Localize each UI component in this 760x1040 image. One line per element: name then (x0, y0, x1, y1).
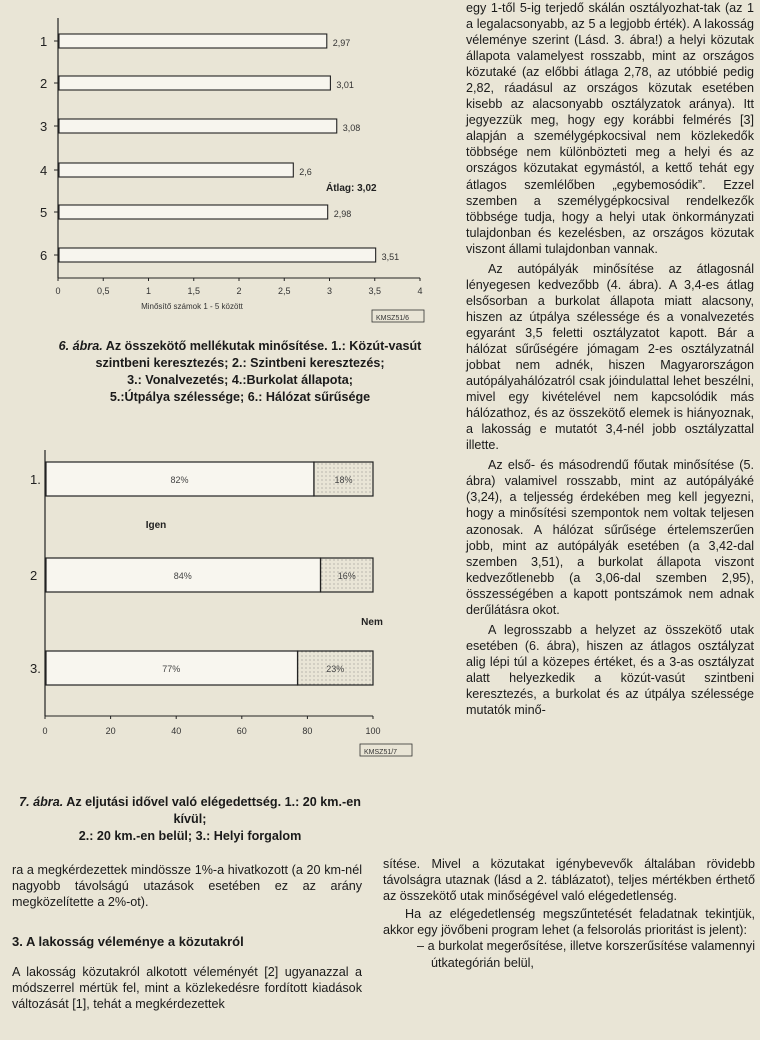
data-label: 77% (162, 664, 181, 674)
paragraph: A legrosszabb a helyzet az összekötő utak esetében (6. ábra), hiszen az átlagos osztályzat alig lépi túl a közepes értéket, és a 3-as osztályzat alatt helyezkedik a közút-vasút szintbeni keresztezés, a burkolat és az útpálya szélessége mutatók minő- (466, 622, 754, 718)
x-tick-label: 0 (55, 286, 61, 296)
value-label: 2,6 (299, 167, 312, 177)
category-label: 3. (30, 661, 41, 676)
paragraph: egy 1-től 5-ig terjedő skálán osztályozhat-tak (az 1 a legalacsonyabb, az 5 a legjobb érték). A lakosság véleménye szerint (Lásd. 3. ábra!) a helyi közutak állapota valamelyest rosszabb, mint az országos közutaké (az előbbi átlaga 2,78, az utóbbié pedig 2,82, ráadásul az országos közutak esetében kisebb az alacsonyabb osztályzatok aránya). Itt jegyezzük meg, hogy egy korábbi felmérés [3] alapján a személygépkocsival nem közlekedők többsége nem különbözteti meg a helyi és az országos közutakat egymástól, a kettő tehát egy átlagos szemlélőben „egybemosódik”. Ezzel szemben a személygépkocsival rendelkezők többsége tudja, hogy a helyi utak önkormányzati tulajdonban és kezelésben, az országos közutak viszont állami tulajdonban vannak. (466, 1, 754, 256)
data-label: 18% (334, 475, 353, 485)
category-label: 1 (40, 34, 48, 49)
data-label: 84% (173, 571, 192, 581)
figure-6-caption: 6. ábra. Az összekötő mellékutak minősítése. 1.: Közút-vasút szintbeni keresztezés; 2.: Szintbeni keresztezés; 3.: Vonalvezetés; 4.:Burkolat állapota; 5.:Útpálya szélessége; 6.: Hálózat sűrűsége (58, 339, 422, 404)
value-label: 2,97 (332, 38, 351, 48)
bar (59, 163, 293, 177)
x-tick-label: 80 (302, 726, 313, 736)
figure-code: KMSZ51/7 (364, 749, 398, 756)
right-column-text (466, 0, 754, 722)
bar (59, 34, 327, 48)
paragraph: sítése. Mivel a közutakat igénybevevők általában rövidebb távolságra utaznak (lásd a 2. táblázatot), teljes mértékben érthető az összekötő utak minőségével való elégedetlenség. (383, 857, 755, 904)
x-tick-label: 4 (417, 286, 423, 296)
bottom-right-text (383, 856, 755, 971)
x-tick-label: 100 (365, 726, 381, 736)
x-tick-label: 1,5 (187, 286, 201, 296)
data-label: 23% (326, 664, 345, 674)
x-tick-label: 60 (236, 726, 247, 736)
category-label: 2 (40, 76, 48, 91)
list-item: – a burkolat megerősítése, illetve korszerűsítése valamennyi útkategórián belül, (417, 939, 755, 970)
x-tick-label: 40 (171, 726, 182, 736)
average-annotation: Átlag: 3,02 (326, 183, 377, 194)
x-tick-label: 2,5 (277, 286, 291, 296)
bottom-left-paragraph: ra a megkérdezettek mindössze 1%-a hivatkozott (a 20 km-nél nagyobb távolságú utazások esetében ez az arány megközelítette a 2%-ot). (12, 863, 362, 910)
bar (59, 205, 328, 219)
x-tick-label: 0 (42, 726, 48, 736)
x-tick-label: 3,5 (368, 286, 382, 296)
x-axis-label: Minősítő számok 1 - 5 között (141, 302, 243, 311)
value-label: 2,98 (333, 209, 352, 219)
x-tick-label: 0,5 (96, 286, 110, 296)
section-heading: 3. A lakosság véleménye a közutakról (12, 934, 244, 949)
paragraph: Ha az elégedetlenség megszűntetését feladatnak tekintjük, akkor egy jövőbeni program lehet (a felsorolás prioritást is jelent): (383, 907, 755, 938)
bar (59, 76, 330, 90)
x-tick-label: 1 (145, 286, 152, 296)
figure-code: KMSZ51/6 (376, 315, 410, 322)
paragraph: Az autópályák minősítése az átlagosnál lényegesen kedvezőbb (4. ábra). A 3,4-es átlag elsősorban a burkolat állapota miatt alacsony, hiszen az útpálya szélessége és a vonalvezetés egyaránt 3,5 feletti osztályzatot kapott. Bár a hálózat sűrűségére jómagam 2-es osztályzatnál jobbat nem adnék, hiszen Magyarországon autópályahálózatról csak jóindulattal lehet beszélni, mivel egy kivételével nem kapcsolódik más hálózathoz, és az összekötő elemek is hiányoznak, a lakosság e mutatót 3,4-nél jobb osztályzattal illette. (466, 261, 754, 453)
bar (59, 248, 376, 262)
category-label: 6 (40, 248, 48, 263)
data-label: 16% (337, 571, 356, 581)
category-label: 3 (40, 119, 48, 134)
category-label: 5 (40, 205, 48, 220)
paragraph: Az első- és másodrendű főutak minősítése (5. ábra) valamivel rosszabb, mint az autópályáké (3,24), a teljesség érdekében meg kell jegyezni, hogy a minősítési szempontok nem voltak teljesen azonosak. A hálózat sűrűsége értelemszerűen jobb, mint az autópályák esetében (a 3,42-dal szemben 3,51), a burkolat állapota viszont kedvezőtlenebb (a 3,06-dal szemben 2,95), összességében a kapott pontszámok nem adnak derűlátásra okot. (466, 458, 754, 617)
value-label: 3,51 (381, 252, 400, 262)
legend-label-nem: Nem (361, 617, 383, 628)
x-tick-label: 3 (326, 286, 333, 296)
figure-6-chart (0, 0, 460, 330)
bar (59, 119, 337, 133)
category-label: 2 (30, 568, 38, 583)
category-label: 1. (30, 472, 41, 487)
category-label: 4 (40, 163, 48, 178)
data-label: 82% (170, 475, 189, 485)
legend-label-igen: Igen (145, 520, 167, 531)
figure-7-caption: 7. ábra. Az eljutási idővel való elégedettség. 1.: 20 km.-en kívül; 2.: 20 km.-en belül; 3.: Helyi forgalom (19, 795, 361, 843)
bottom-left-paragraph-2: A lakosság közutakról alkotott véleményét [2] ugyanazzal a módszerrel mértük fel, mint a közlekedésre fordított kiadások változását [1], tehát a megkérdezettek (12, 965, 362, 1012)
x-tick-label: 2 (236, 286, 242, 296)
value-label: 3,08 (342, 123, 361, 133)
value-label: 3,01 (336, 80, 354, 90)
figure-7-chart (0, 430, 460, 770)
x-tick-label: 20 (105, 726, 116, 736)
